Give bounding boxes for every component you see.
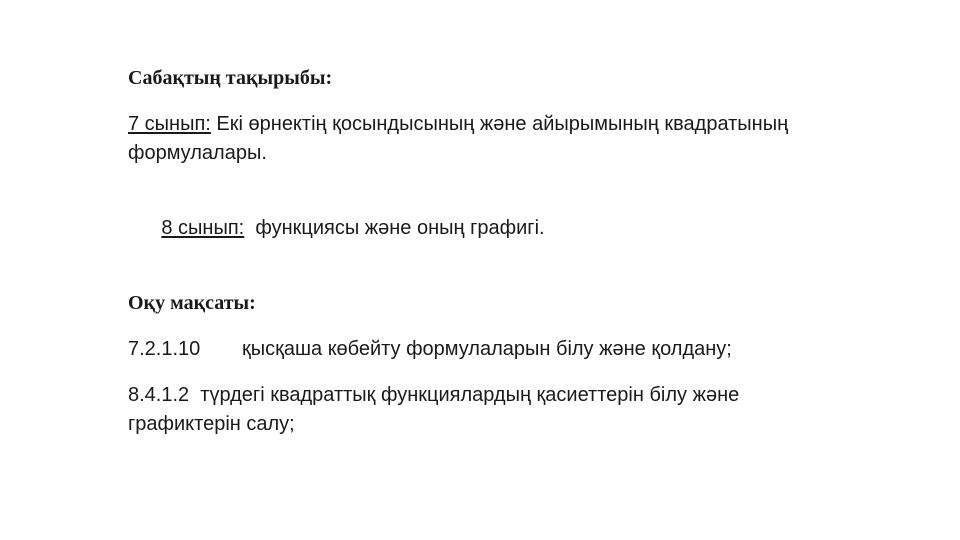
grade7-text: Екі өрнектің қосындысының және айырымының квадратының формулалары. (128, 113, 789, 164)
objective-code: 7.2.1.10 (128, 338, 201, 360)
objective-code: 8.4.1.2 (128, 384, 190, 406)
lesson-topic-heading: Сабақтың тақырыбы: (128, 67, 333, 89)
objective-text: түрдегі квадраттық функциялардың қасиеттерін білу және графиктерін салу; (128, 384, 740, 435)
grade8-topic (128, 185, 828, 272)
objective-item (128, 335, 828, 364)
grade8-label: 8 сынып: (161, 217, 245, 239)
objective-text: қысқаша көбейту формулаларын білу және қолдану; (242, 338, 732, 360)
grade7-label: 7 сынып: (128, 113, 211, 135)
objective-item (128, 381, 828, 439)
grade7-topic (128, 110, 828, 168)
grade8-text: функциясы және оның графигі. (244, 217, 545, 239)
learning-objectives-heading: Оқу мақсаты: (128, 292, 256, 314)
slide-content (128, 64, 828, 439)
